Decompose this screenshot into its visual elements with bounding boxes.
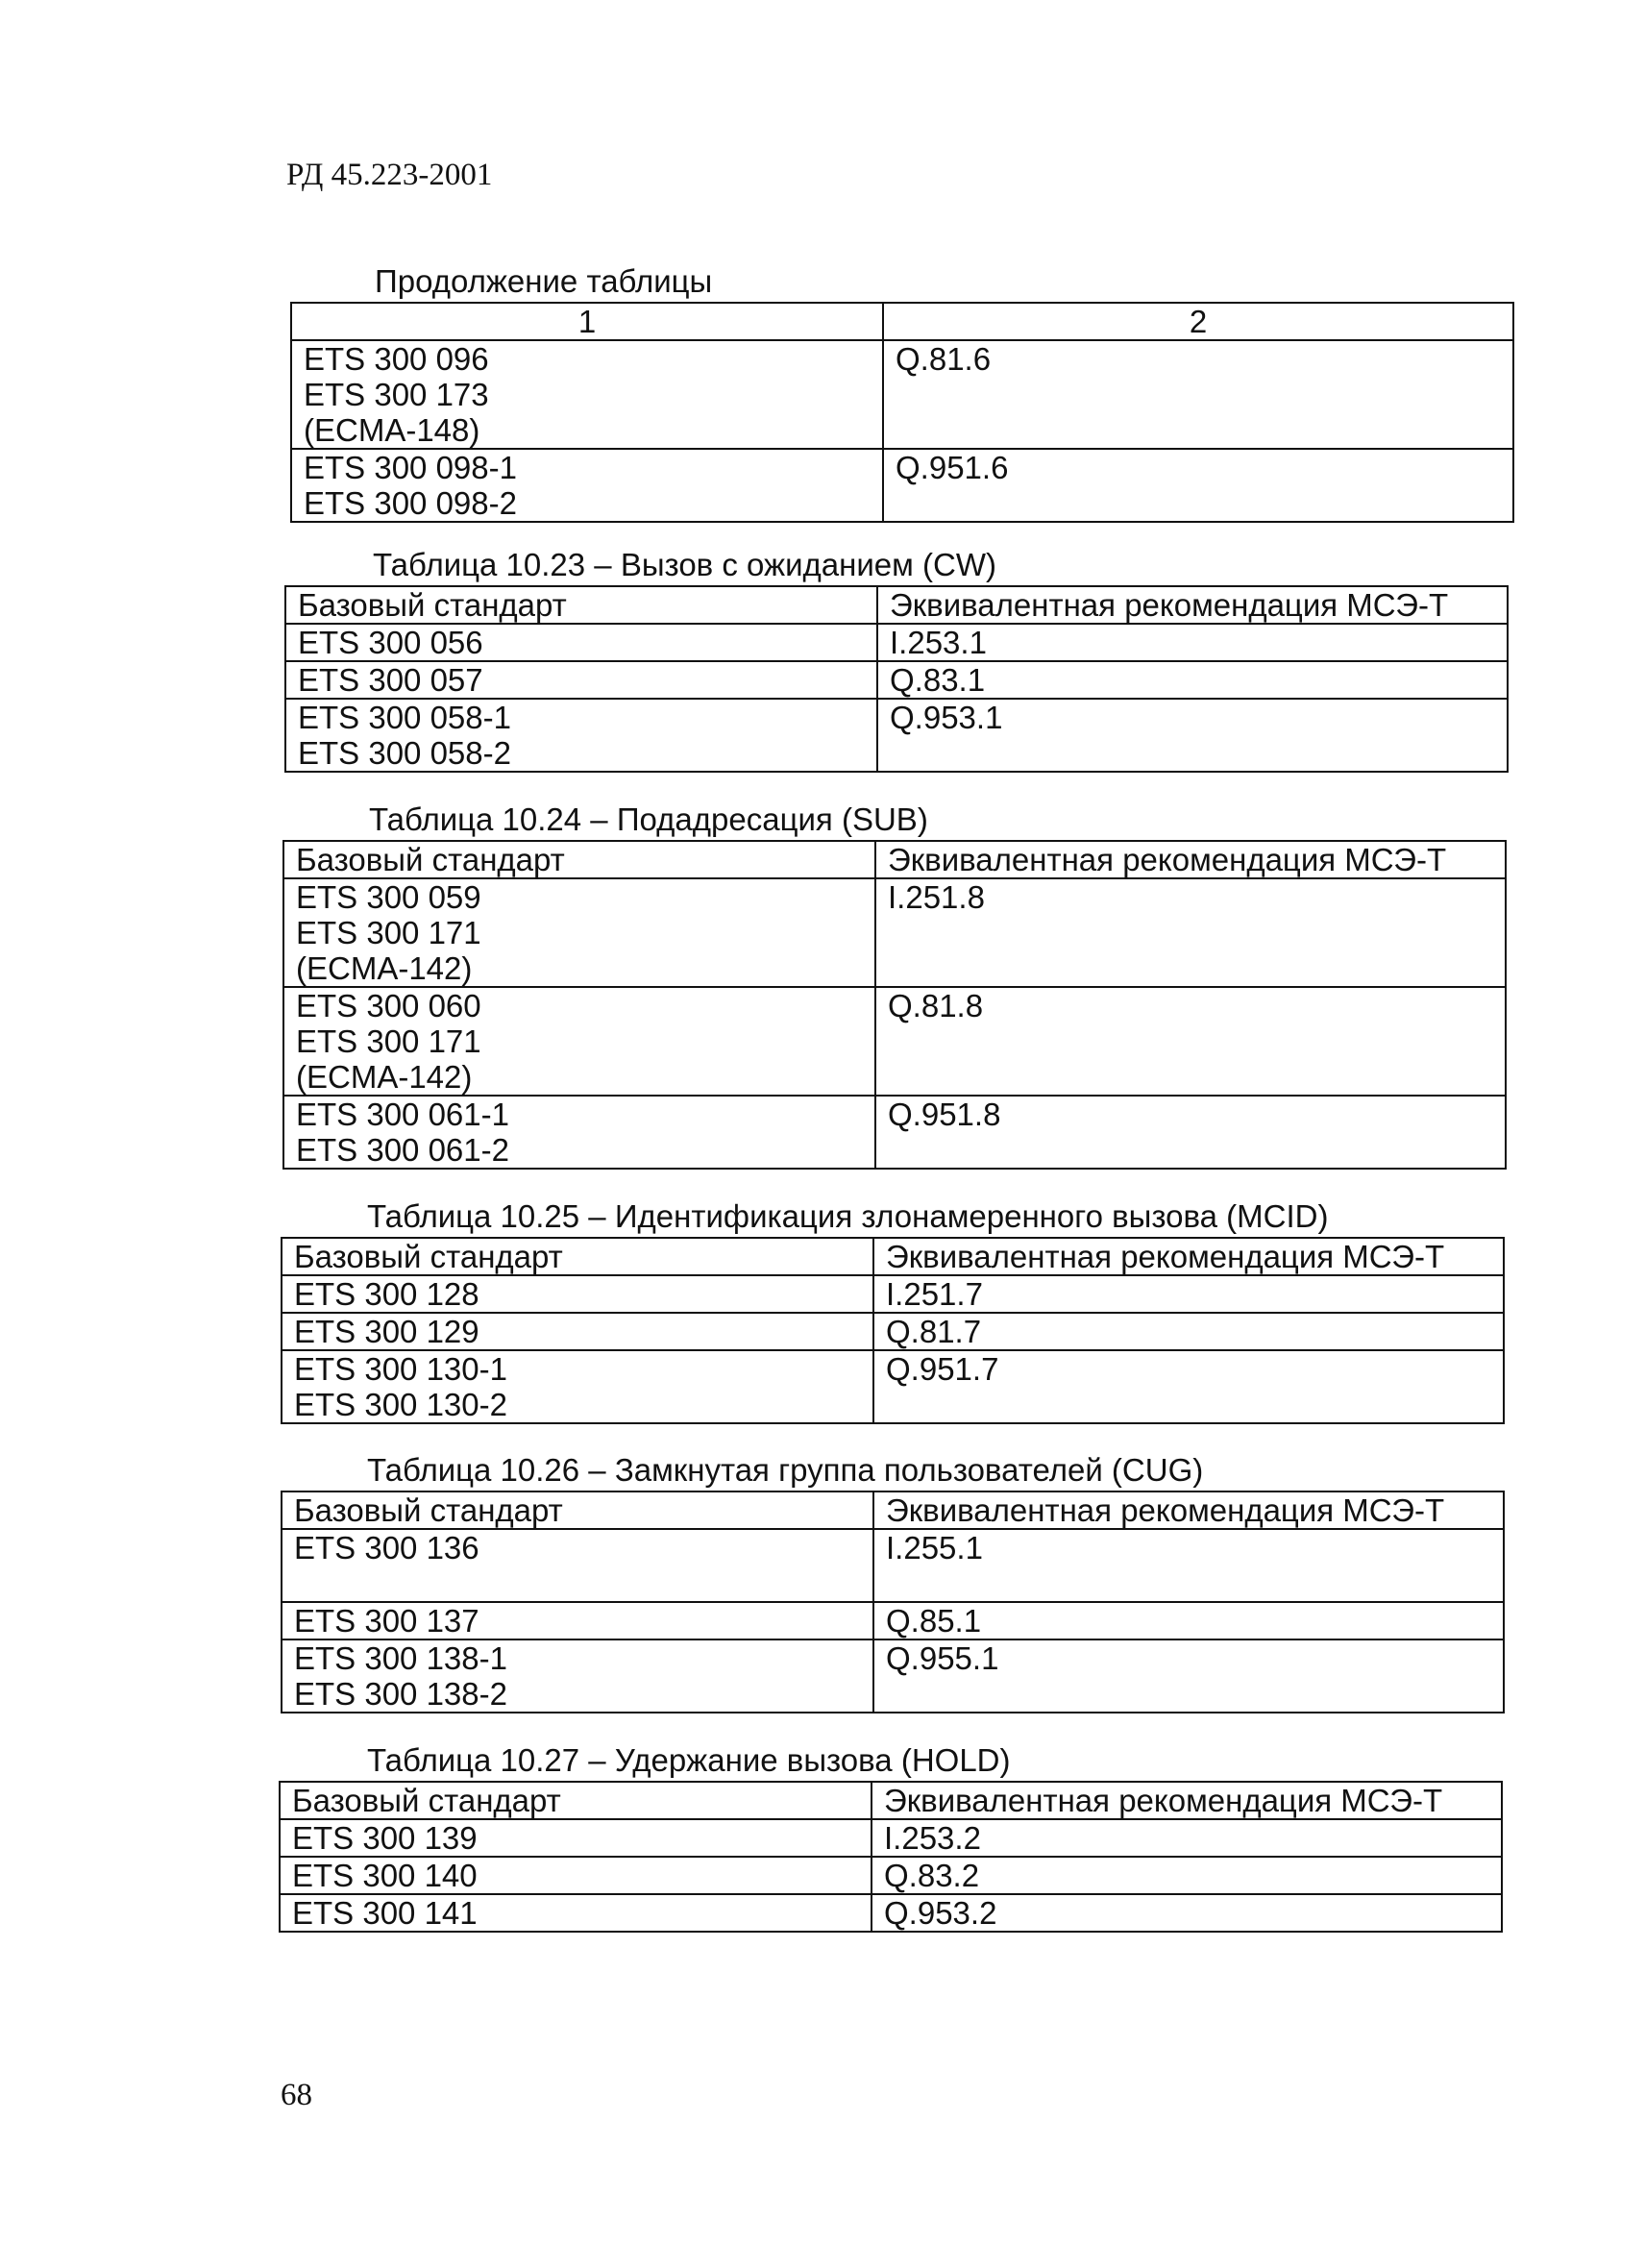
cell-line: (ECMA-142) (296, 950, 473, 986)
itu-recommendation-cell (875, 878, 1506, 987)
itu-recommendation-cell (873, 1639, 1504, 1713)
itu-recommendation-cell (875, 987, 1506, 1096)
column-header: Эквивалентная рекомендация МСЭ-Т (872, 1782, 1502, 1819)
cell-line: Q.955.1 (886, 1640, 999, 1676)
itu-recommendation-cell (872, 1857, 1502, 1894)
table-block-10-27 (279, 1744, 1503, 1933)
table-header-row (291, 303, 1513, 340)
itu-recommendation-cell (872, 1894, 1502, 1932)
table-row (285, 699, 1508, 772)
table-row (285, 661, 1508, 699)
itu-recommendation-cell (873, 1350, 1504, 1423)
itu-recommendation-cell (877, 699, 1508, 772)
itu-recommendation-cell (873, 1275, 1504, 1313)
cell-line: ETS 300 171 (296, 915, 481, 950)
table-row (282, 1350, 1504, 1423)
cell-line: (ECMA-148) (304, 412, 480, 448)
cell-line: Q.951.7 (886, 1351, 999, 1387)
base-standard-cell (282, 1313, 873, 1350)
table-caption: Таблица 10.27 – Удержание вызова (HOLD) (367, 1742, 1011, 1778)
column-header: Базовый стандарт (285, 586, 877, 624)
cell-line: ETS 300 059 (296, 879, 481, 915)
column-header: Базовый стандарт (282, 1491, 873, 1529)
table-caption: Таблица 10.25 – Идентификация злонамеренного вызова (MCID) (367, 1198, 1329, 1234)
table-block-10-26 (281, 1454, 1505, 1713)
base-standard-cell (283, 987, 875, 1096)
cell-line: ETS 300 141 (292, 1895, 478, 1931)
table-caption: Таблица 10.23 – Вызов с ожиданием (CW) (373, 547, 996, 582)
itu-recommendation-cell (883, 340, 1513, 449)
table-row (280, 1819, 1502, 1857)
base-standard-cell (283, 1096, 875, 1169)
base-standard-cell (282, 1602, 873, 1639)
table-row (282, 1639, 1504, 1713)
cell-line: Q.953.1 (890, 700, 1003, 735)
cell-line: Q.951.6 (896, 450, 1009, 485)
cell-line: ETS 300 129 (294, 1314, 479, 1349)
itu-recommendation-cell (873, 1529, 1504, 1602)
table-caption: Продолжение таблицы (375, 263, 713, 299)
table-row (285, 624, 1508, 661)
cell-line: ETS 300 061-1 (296, 1097, 509, 1132)
column-header: Эквивалентная рекомендация МСЭ-Т (875, 841, 1506, 878)
cell-line: ETS 300 061-2 (296, 1132, 509, 1168)
column-header: Базовый стандарт (283, 841, 875, 878)
table-row (282, 1275, 1504, 1313)
standards-table (281, 1237, 1505, 1424)
table-row (280, 1894, 1502, 1932)
cell-line: I.255.1 (886, 1530, 983, 1565)
table-row (291, 340, 1513, 449)
itu-recommendation-cell (873, 1313, 1504, 1350)
cell-line: ETS 300 058-1 (298, 700, 511, 735)
document-header: РД 45.223-2001 (286, 158, 493, 192)
table-header-row (283, 841, 1506, 878)
base-standard-cell (280, 1819, 872, 1857)
table-header-row (282, 1238, 1504, 1275)
itu-recommendation-cell (875, 1096, 1506, 1169)
cell-line: I.253.1 (890, 625, 987, 660)
cell-line: (ECMA-142) (296, 1059, 473, 1095)
table-block-10-23 (284, 549, 1509, 773)
cell-line: ETS 300 128 (294, 1276, 479, 1312)
column-header: Эквивалентная рекомендация МСЭ-Т (873, 1491, 1504, 1529)
base-standard-cell (291, 340, 883, 449)
cell-line: I.251.8 (888, 879, 985, 915)
table-row (291, 449, 1513, 522)
table-row (282, 1529, 1504, 1602)
cell-line: ETS 300 098-2 (304, 485, 517, 521)
table-block-10-25 (281, 1200, 1505, 1424)
cell-line: Q.83.1 (890, 662, 986, 698)
column-header: Эквивалентная рекомендация МСЭ-Т (877, 586, 1508, 624)
table-block-10-24 (282, 803, 1507, 1170)
cell-line: ETS 300 098-1 (304, 450, 517, 485)
cell-line: ETS 300 173 (304, 377, 489, 412)
column-header: Базовый стандарт (282, 1238, 873, 1275)
standards-table (284, 585, 1509, 773)
standards-table (279, 1781, 1503, 1933)
cell-line: ETS 300 171 (296, 1023, 481, 1059)
column-header: Базовый стандарт (280, 1782, 872, 1819)
itu-recommendation-cell (877, 624, 1508, 661)
itu-recommendation-cell (883, 449, 1513, 522)
cell-line: ETS 300 130-1 (294, 1351, 507, 1387)
cell-line: ETS 300 139 (292, 1820, 478, 1856)
cell-line: ETS 300 056 (298, 625, 483, 660)
base-standard-cell (282, 1529, 873, 1602)
cell-line: ETS 300 136 (294, 1530, 479, 1565)
table-header-row (280, 1782, 1502, 1819)
table-row (283, 987, 1506, 1096)
base-standard-cell (291, 449, 883, 522)
cell-line: I.251.7 (886, 1276, 983, 1312)
cell-line: Q.83.2 (884, 1858, 980, 1893)
base-standard-cell (285, 661, 877, 699)
table-caption: Таблица 10.24 – Подадресация (SUB) (369, 801, 928, 837)
table-block-continuation (290, 265, 1514, 523)
base-standard-cell (285, 624, 877, 661)
cell-line: ETS 300 058-2 (298, 735, 511, 771)
cell-line: Q.81.8 (888, 988, 984, 1023)
cell-line: ETS 300 138-1 (294, 1640, 507, 1676)
table-row (282, 1602, 1504, 1639)
cell-line: Q.85.1 (886, 1603, 982, 1639)
standards-table (281, 1491, 1505, 1713)
cell-line: ETS 300 130-2 (294, 1387, 507, 1422)
column-header: Эквивалентная рекомендация МСЭ-Т (873, 1238, 1504, 1275)
cell-line: ETS 300 057 (298, 662, 483, 698)
cell-line: Q.81.7 (886, 1314, 982, 1349)
base-standard-cell (282, 1275, 873, 1313)
base-standard-cell (285, 699, 877, 772)
standards-table (282, 840, 1507, 1170)
cell-line (294, 1565, 872, 1601)
table-row (282, 1313, 1504, 1350)
column-header: 1 (291, 303, 883, 340)
cell-line: Q.81.6 (896, 341, 992, 377)
cell-line: ETS 300 137 (294, 1603, 479, 1639)
base-standard-cell (280, 1857, 872, 1894)
itu-recommendation-cell (877, 661, 1508, 699)
cell-line: ETS 300 096 (304, 341, 489, 377)
base-standard-cell (282, 1350, 873, 1423)
base-standard-cell (282, 1639, 873, 1713)
cell-line: I.253.2 (884, 1820, 981, 1856)
cell-line: Q.951.8 (888, 1097, 1001, 1132)
table-header-row (285, 586, 1508, 624)
cell-line: ETS 300 060 (296, 988, 481, 1023)
standards-table (290, 302, 1514, 523)
cell-line: ETS 300 140 (292, 1858, 478, 1893)
table-caption: Таблица 10.26 – Замкнутая группа пользователей (CUG) (367, 1452, 1204, 1488)
cell-line: Q.953.2 (884, 1895, 997, 1931)
table-row (280, 1857, 1502, 1894)
base-standard-cell (280, 1894, 872, 1932)
table-row (283, 1096, 1506, 1169)
base-standard-cell (283, 878, 875, 987)
cell-line: ETS 300 138-2 (294, 1676, 507, 1712)
table-header-row (282, 1491, 1504, 1529)
column-header: 2 (883, 303, 1513, 340)
page-number: 68 (281, 2078, 312, 2112)
table-row (283, 878, 1506, 987)
itu-recommendation-cell (872, 1819, 1502, 1857)
itu-recommendation-cell (873, 1602, 1504, 1639)
